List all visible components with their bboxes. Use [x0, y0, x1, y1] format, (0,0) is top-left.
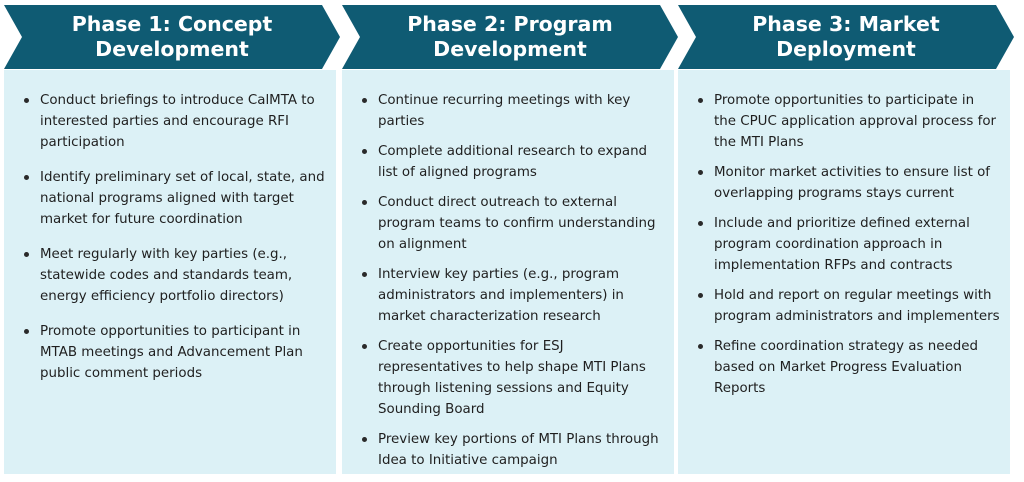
phase-3-column — [678, 0, 1010, 476]
phase-2-item: Complete additional research to expand list of aligned programs — [360, 141, 664, 183]
phase-2-item: Continue recurring meetings with key parties — [360, 90, 664, 132]
phase-2-item: Preview key portions of MTI Plans through Idea to Initiative campaign — [360, 429, 664, 471]
phase-1-title: Phase 1: Concept Development — [71, 12, 273, 61]
phase-1-item: Promote opportunities to participant in MTAB meetings and Advancement Plan public comment periods — [22, 321, 326, 384]
phase-2-item: Interview key parties (e.g., program administrators and implementers) in market characterization research — [360, 264, 664, 327]
phase-3-item: Monitor market activities to ensure list of overlapping programs stays current — [696, 162, 1000, 204]
phase-2-panel — [342, 70, 674, 474]
phase-3-item: Refine coordination strategy as needed based on Market Progress Evaluation Reports — [696, 336, 1000, 399]
phase-1-panel — [4, 70, 336, 474]
phase-3-item: Promote opportunities to participate in the CPUC application approval process for the MTI Plans — [696, 90, 1000, 153]
phase-1-item: Meet regularly with key parties (e.g., statewide codes and standards team, energy efficiency portfolio directors) — [22, 244, 326, 307]
phase-1-item: Identify preliminary set of local, state, and national programs aligned with target market for future coordination — [22, 167, 326, 230]
phase-3-title: Phase 3: Market Deployment — [752, 12, 940, 61]
phase-3-item: Hold and report on regular meetings with program administrators and implementers — [696, 285, 1000, 327]
phase-1-item: Conduct briefings to introduce CalMTA to interested parties and encourage RFI participation — [22, 90, 326, 153]
phase-2-title: Phase 2: Program Development — [407, 12, 613, 61]
phase-3-panel — [678, 70, 1010, 474]
phase-2-column — [342, 0, 674, 476]
phase-1-column — [4, 0, 336, 476]
phase-2-item: Create opportunities for ESJ representatives to help shape MTI Plans through listening sessions and Equity Sounding Board — [360, 336, 664, 420]
phase-2-item: Conduct direct outreach to external program teams to confirm understanding on alignment — [360, 192, 664, 255]
phase-3-item: Include and prioritize defined external program coordination approach in implementation RFPs and contracts — [696, 213, 1000, 276]
